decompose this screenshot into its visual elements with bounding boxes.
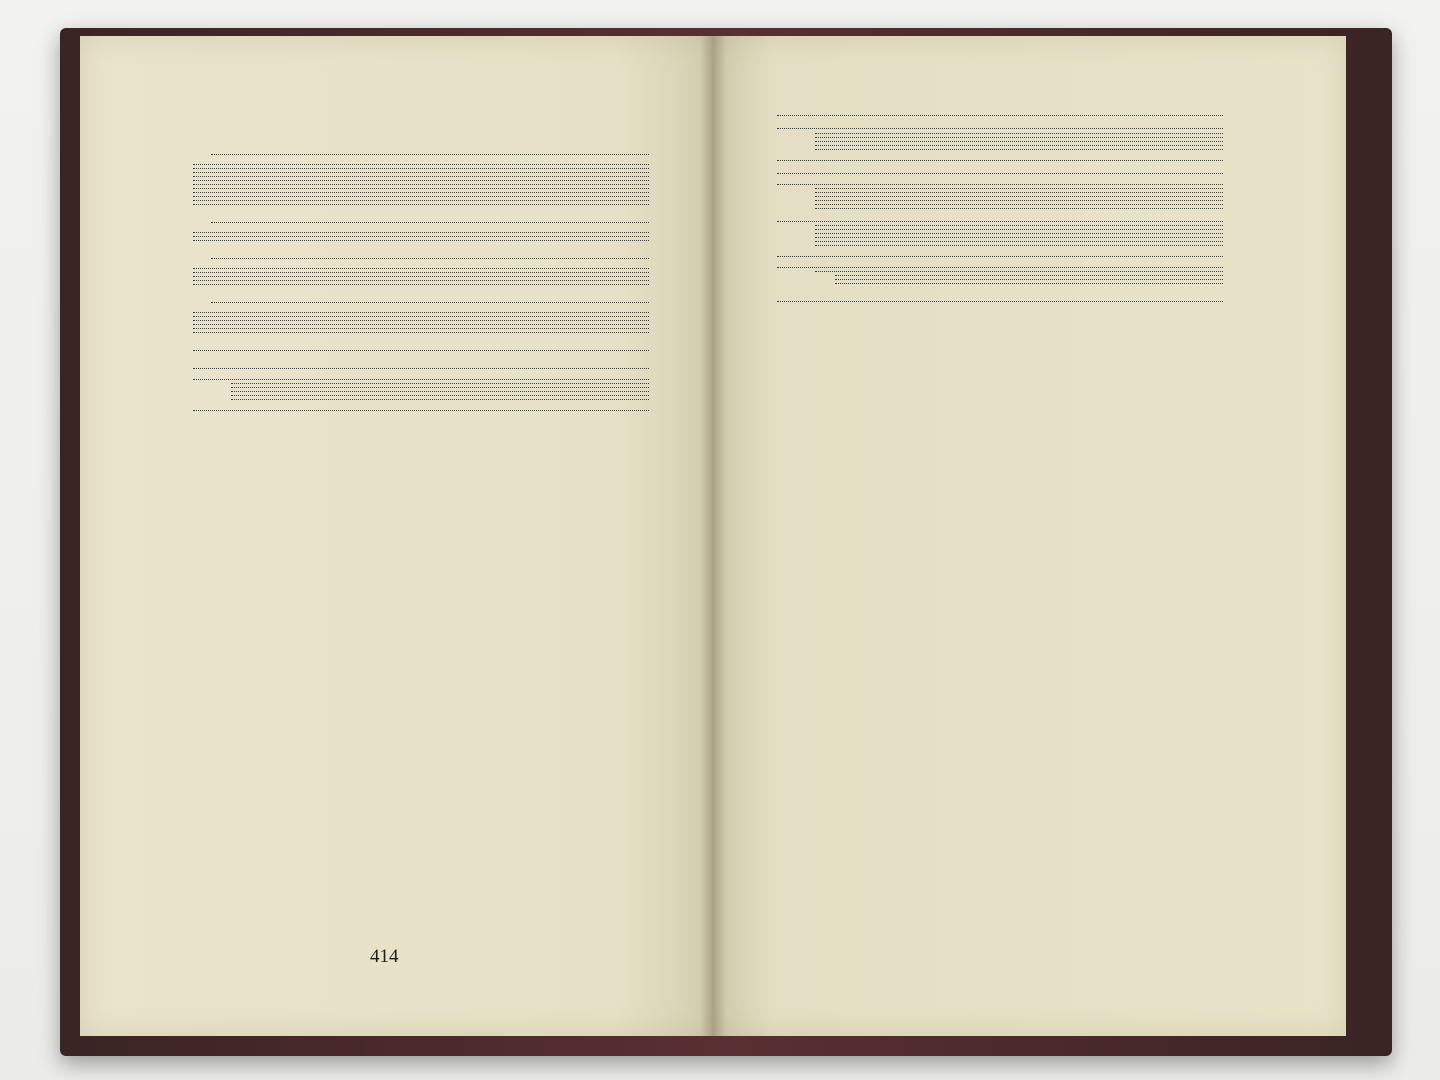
- dot-leader: [815, 229, 1223, 230]
- toc-entry: [774, 208, 1226, 212]
- dot-leader: [193, 240, 649, 241]
- dot-leader: [193, 316, 649, 317]
- dot-leader: [815, 145, 1223, 146]
- toc-entry: [774, 160, 1226, 164]
- dot-leader: [193, 284, 649, 285]
- dot-leader: [777, 256, 1223, 257]
- dot-leader: [211, 258, 649, 259]
- toc-entry: [774, 256, 1226, 260]
- dot-leader: [193, 180, 649, 181]
- dot-leader: [815, 200, 1223, 201]
- dot-leader: [815, 237, 1223, 238]
- dot-leader: [211, 302, 649, 303]
- book-gutter: [700, 36, 726, 1036]
- left-page: [80, 36, 712, 1036]
- dot-leader: [815, 225, 1223, 226]
- page-number: 414: [370, 946, 399, 967]
- dot-leader: [193, 268, 649, 269]
- toc-entry: [774, 283, 1226, 287]
- toc-entry: [774, 301, 1226, 305]
- dot-leader: [193, 176, 649, 177]
- toc-entry: [190, 222, 652, 226]
- dot-leader: [777, 173, 1223, 174]
- dot-leader: [815, 149, 1223, 150]
- dot-leader: [193, 184, 649, 185]
- dot-leader: [193, 196, 649, 197]
- table-of-contents-right: [774, 108, 1226, 305]
- dot-leader: [193, 410, 649, 411]
- toc-entry: [774, 245, 1226, 249]
- toc-entry: [190, 368, 652, 372]
- dot-leader: [835, 279, 1223, 280]
- dot-leader: [193, 164, 649, 165]
- dot-leader: [193, 204, 649, 205]
- toc-entry: [190, 240, 652, 244]
- dot-leader: [193, 332, 649, 333]
- dot-leader: [777, 115, 1223, 116]
- toc-entry: [190, 204, 652, 208]
- toc-entry: [190, 410, 652, 414]
- dot-leader: [193, 312, 649, 313]
- dot-leader: [835, 275, 1223, 276]
- dot-leader: [815, 192, 1223, 193]
- toc-entry: [774, 115, 1226, 119]
- dot-leader: [193, 280, 649, 281]
- toc-entry: [190, 258, 652, 262]
- toc-entry: [190, 332, 652, 336]
- dot-leader: [777, 267, 1223, 268]
- dot-leader: [193, 272, 649, 273]
- dot-leader: [193, 200, 649, 201]
- toc-entry: [190, 154, 652, 158]
- dot-leader: [815, 133, 1223, 134]
- dot-leader: [815, 188, 1223, 189]
- dot-leader: [777, 221, 1223, 222]
- dot-leader: [815, 141, 1223, 142]
- dot-leader: [777, 184, 1223, 185]
- toc-entry: [190, 399, 652, 403]
- dot-leader: [193, 320, 649, 321]
- dot-leader: [193, 168, 649, 169]
- dot-leader: [193, 276, 649, 277]
- toc-entry: [190, 284, 652, 288]
- dot-leader: [231, 391, 649, 392]
- dot-leader: [815, 241, 1223, 242]
- dot-leader: [231, 395, 649, 396]
- dot-leader: [193, 328, 649, 329]
- dot-leader: [777, 160, 1223, 161]
- dot-leader: [193, 232, 649, 233]
- toc-entry: [774, 149, 1226, 153]
- dot-leader: [193, 172, 649, 173]
- dot-leader: [815, 271, 1223, 272]
- dot-leader: [193, 188, 649, 189]
- dot-leader: [231, 383, 649, 384]
- dot-leader: [777, 301, 1223, 302]
- toc-entry: [774, 173, 1226, 177]
- dot-leader: [193, 350, 649, 351]
- dot-leader: [211, 154, 649, 155]
- dot-leader: [815, 208, 1223, 209]
- dot-leader: [211, 222, 649, 223]
- dot-leader: [777, 128, 1223, 129]
- dot-leader: [193, 379, 649, 380]
- dot-leader: [193, 236, 649, 237]
- dot-leader: [815, 137, 1223, 138]
- dot-leader: [815, 233, 1223, 234]
- dot-leader: [193, 192, 649, 193]
- toc-entry: [190, 350, 652, 354]
- dot-leader: [231, 399, 649, 400]
- dot-leader: [193, 324, 649, 325]
- dot-leader: [835, 283, 1223, 284]
- dot-leader: [815, 196, 1223, 197]
- dot-leader: [231, 387, 649, 388]
- table-of-contents-left: [190, 148, 652, 414]
- toc-entry: [190, 302, 652, 306]
- dot-leader: [815, 245, 1223, 246]
- dot-leader: [815, 204, 1223, 205]
- dot-leader: [193, 368, 649, 369]
- right-page: [712, 36, 1346, 1036]
